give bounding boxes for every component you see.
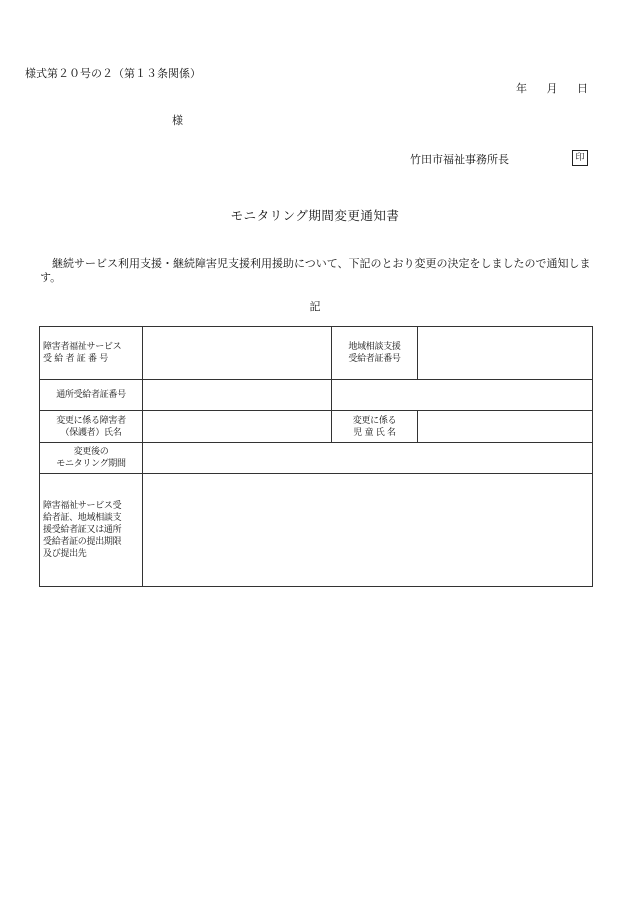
recipient-suffix: 様 <box>172 114 183 127</box>
submission-deadline-value[interactable] <box>143 474 593 587</box>
day-service-empty-cell[interactable] <box>332 380 593 411</box>
info-table <box>39 326 593 587</box>
community-support-certificate-label: 地域相談支援 受給者証番号 <box>332 327 418 380</box>
seal-mark: 印 <box>572 150 588 166</box>
document-title: モニタリング期間変更通知書 <box>230 208 400 223</box>
child-name-value[interactable] <box>418 411 593 443</box>
table-row <box>40 327 593 380</box>
date-month-label: 月 <box>546 82 558 95</box>
table-row <box>40 380 593 411</box>
monitoring-period-value[interactable] <box>143 443 593 474</box>
form-number: 様式第２０号の２（第１３条関係） <box>25 67 201 80</box>
date-year-label: 年 <box>516 82 527 95</box>
child-name-label: 変更に係る 児 童 氏 名 <box>332 411 418 443</box>
community-support-certificate-value[interactable] <box>418 327 593 380</box>
disability-welfare-certificate-label: 障害者福祉サービス 受 給 者 証 番 号 <box>40 327 143 380</box>
day-service-certificate-value[interactable] <box>143 380 332 411</box>
guardian-name-value[interactable] <box>143 411 332 443</box>
day-service-certificate-label: 通所受給者証番号 <box>40 380 143 411</box>
date-line <box>500 80 588 96</box>
table-row <box>40 474 593 587</box>
monitoring-period-label: 変更後の モニタリング期間 <box>40 443 143 474</box>
guardian-name-label: 変更に係る障害者 （保護者）氏名 <box>40 411 143 443</box>
ki-label: 記 <box>309 300 321 313</box>
table-row <box>40 443 593 474</box>
table-row <box>40 411 593 443</box>
submission-deadline-label: 障害福祉サービス受 給者証、地域相談支 援受給者証又は通所 受給者証の提出期限 及び提出先 <box>40 474 143 587</box>
body-text: 継続サービス利用支援・継続障害児支援利用援助について、下記のとおり変更の決定をしましたので通知します。 <box>40 257 591 284</box>
disability-welfare-certificate-value[interactable] <box>143 327 332 380</box>
issuer-name: 竹田市福祉事務所長 <box>410 153 509 166</box>
date-day-label: 日 <box>577 82 588 95</box>
